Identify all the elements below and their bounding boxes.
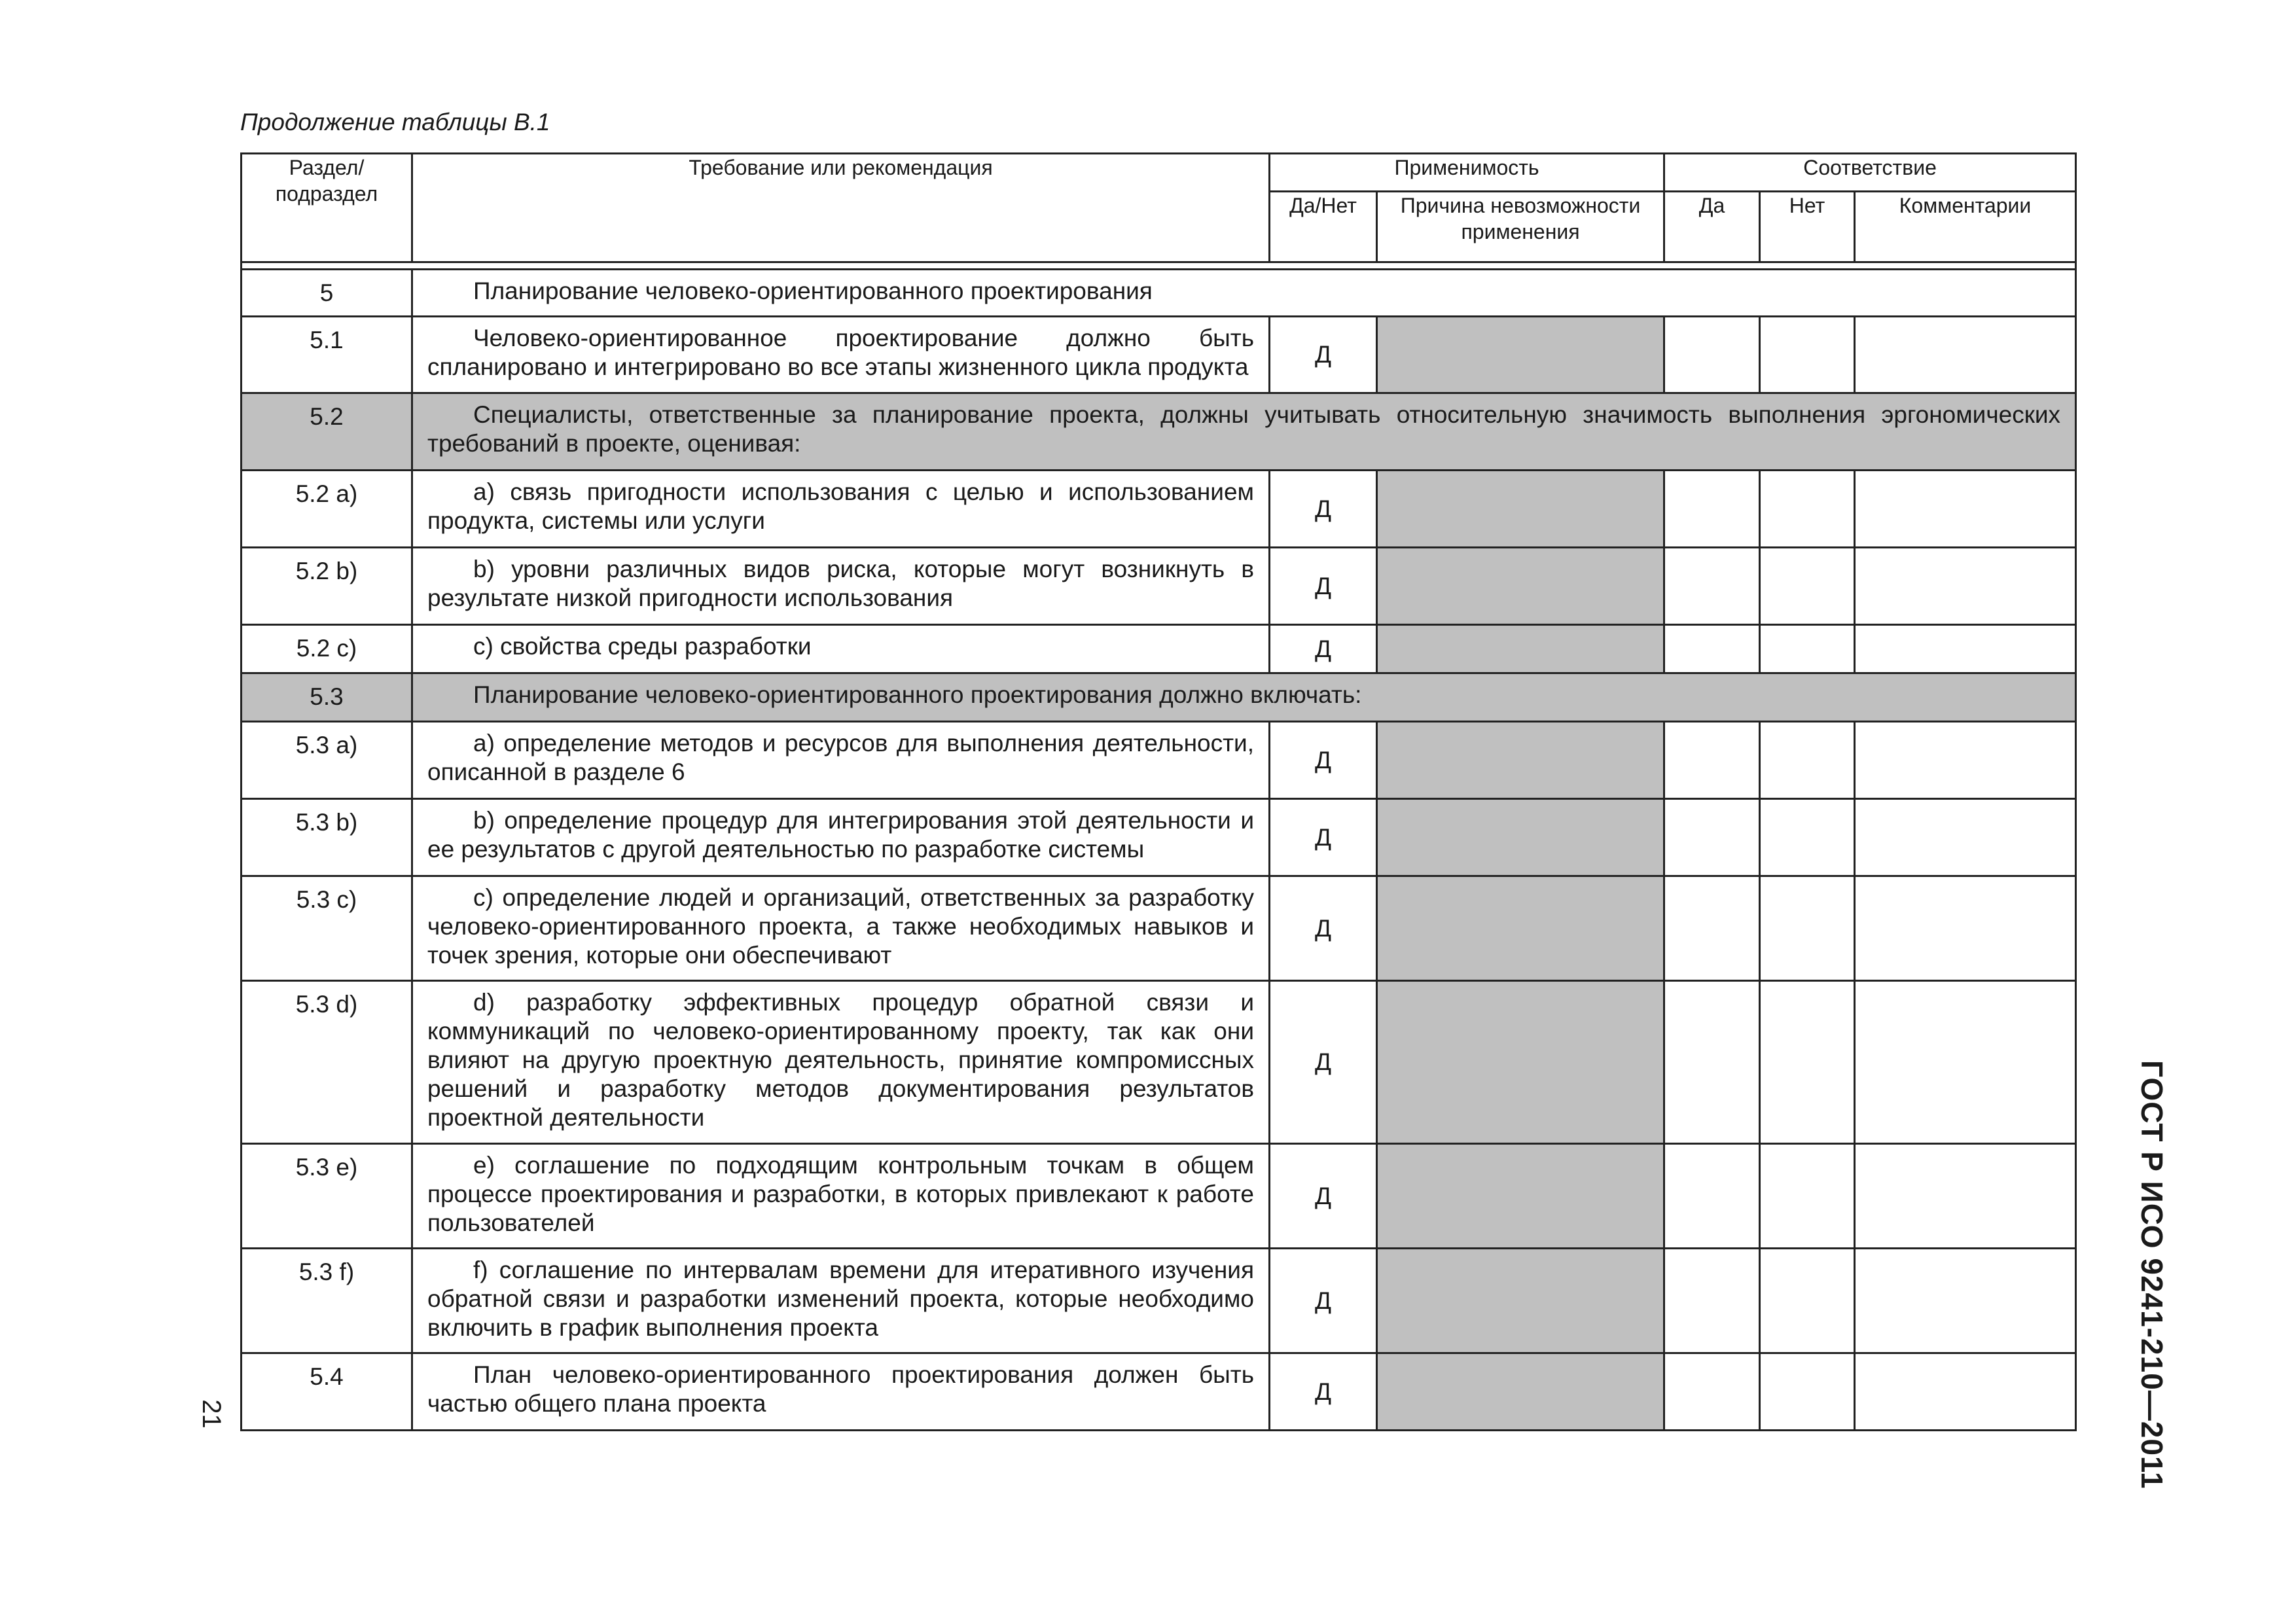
- table-row: [242, 317, 2076, 393]
- table-row: [242, 270, 2076, 317]
- row-text: c) определение людей и организаций, ответственных за разработку человеко-ориентированного проекта, а также необходимых навыков и точек зрения, которые они обеспечивают: [412, 876, 1270, 981]
- row-number: 5.3 b): [242, 799, 412, 876]
- row-yes-no: Д: [1270, 799, 1377, 876]
- row-number: 5.3: [242, 673, 412, 722]
- col-header-comments: Комментарии: [1855, 192, 2076, 262]
- row-no-cell: [1760, 1144, 1855, 1249]
- document-standard-title: ГОСТ Р ИСО 9241-210—2011: [2135, 1060, 2169, 1489]
- row-reason-cell: [1377, 876, 1664, 981]
- row-number: 5: [242, 270, 412, 317]
- row-number: 5.3 a): [242, 722, 412, 799]
- row-yes-cell: [1664, 799, 1760, 876]
- row-yes-no: Д: [1270, 1249, 1377, 1353]
- row-yes-no: Д: [1270, 981, 1377, 1144]
- row-text: Планирование человеко-ориентированного проектирования должно включать:: [412, 673, 2076, 722]
- row-comment-cell: [1855, 1249, 2076, 1353]
- row-no-cell: [1760, 548, 1855, 625]
- row-text: f) соглашение по интервалам времени для итеративного изучения обратной связи и разработки изменений проекта, которые необходимо включить в график выполнения проекта: [412, 1249, 1270, 1353]
- row-number: 5.3 e): [242, 1144, 412, 1249]
- table-row: [242, 1144, 2076, 1249]
- row-text: b) определение процедур для интегрирования этой деятельности и ее результатов с другой деятельностью по разработке системы: [412, 799, 1270, 876]
- row-yes-cell: [1664, 317, 1760, 393]
- table-row: [242, 625, 2076, 673]
- table-row: [242, 799, 2076, 876]
- row-yes-no: Д: [1270, 317, 1377, 393]
- row-yes-cell: [1664, 471, 1760, 548]
- row-text: d) разработку эффективных процедур обратной связи и коммуникаций по человеко-ориентированному проекту, так как они влияют на другую проектную деятельность, принятие компромиссных решений и разработку методов документирования результатов проектной деятельности: [412, 981, 1270, 1144]
- table-row-group: [242, 393, 2076, 471]
- row-text: c) свойства среды разработки: [412, 625, 1270, 673]
- row-yes-cell: [1664, 1353, 1760, 1431]
- row-no-cell: [1760, 981, 1855, 1144]
- row-reason-cell: [1377, 1144, 1664, 1249]
- table-row: [242, 981, 2076, 1144]
- row-comment-cell: [1855, 625, 2076, 673]
- row-yes-cell: [1664, 1144, 1760, 1249]
- row-reason-cell: [1377, 722, 1664, 799]
- row-reason-cell: [1377, 799, 1664, 876]
- table-row: [242, 722, 2076, 799]
- table-row: [242, 471, 2076, 548]
- col-header-applicability: Применимость: [1270, 154, 1664, 192]
- row-comment-cell: [1855, 1353, 2076, 1431]
- row-no-cell: [1760, 625, 1855, 673]
- row-number: 5.2: [242, 393, 412, 471]
- table-row: [242, 1353, 2076, 1431]
- row-no-cell: [1760, 317, 1855, 393]
- col-header-no: Нет: [1760, 192, 1855, 262]
- table-row: [242, 1249, 2076, 1353]
- row-text: a) связь пригодности использования с целью и использованием продукта, системы или услуги: [412, 471, 1270, 548]
- table-row: [242, 876, 2076, 981]
- row-yes-cell: [1664, 722, 1760, 799]
- row-yes-no: Д: [1270, 471, 1377, 548]
- table-row: [242, 548, 2076, 625]
- row-reason-cell: [1377, 548, 1664, 625]
- row-no-cell: [1760, 471, 1855, 548]
- row-comment-cell: [1855, 548, 2076, 625]
- row-comment-cell: [1855, 799, 2076, 876]
- row-no-cell: [1760, 1249, 1855, 1353]
- row-comment-cell: [1855, 1144, 2076, 1249]
- table-row-group: [242, 673, 2076, 722]
- row-comment-cell: [1855, 317, 2076, 393]
- row-reason-cell: [1377, 1249, 1664, 1353]
- row-reason-cell: [1377, 471, 1664, 548]
- table-caption: Продолжение таблицы В.1: [240, 109, 550, 135]
- row-text: b) уровни различных видов риска, которые могут возникнуть в результате низкой пригодности использования: [412, 548, 1270, 625]
- row-yes-no: Д: [1270, 625, 1377, 673]
- row-text: e) соглашение по подходящим контрольным точкам в общем процессе проектирования и разработки, в которых привлекают к работе пользователей: [412, 1144, 1270, 1249]
- col-header-yes-no: Да/Нет: [1270, 192, 1377, 262]
- row-yes-no: Д: [1270, 1144, 1377, 1249]
- row-no-cell: [1760, 1353, 1855, 1431]
- row-reason-cell: [1377, 1353, 1664, 1431]
- row-yes-no: Д: [1270, 1353, 1377, 1431]
- row-yes-cell: [1664, 548, 1760, 625]
- row-comment-cell: [1855, 876, 2076, 981]
- row-yes-cell: [1664, 1249, 1760, 1353]
- row-comment-cell: [1855, 981, 2076, 1144]
- row-yes-no: Д: [1270, 548, 1377, 625]
- row-number: 5.2 c): [242, 625, 412, 673]
- col-header-section: Раздел/ подраздел: [242, 154, 412, 262]
- col-header-compliance: Соответствие: [1664, 154, 2076, 192]
- row-reason-cell: [1377, 625, 1664, 673]
- row-text: Специалисты, ответственные за планирование проекта, должны учитывать относительную значимость выполнения эргономических требований в проекте, оценивая:: [412, 393, 2076, 471]
- row-text: Планирование человеко-ориентированного проектирования: [412, 270, 2076, 317]
- col-header-yes: Да: [1664, 192, 1760, 262]
- row-yes-cell: [1664, 981, 1760, 1144]
- row-no-cell: [1760, 799, 1855, 876]
- row-text: План человеко-ориентированного проектирования должен быть частью общего плана проекта: [412, 1353, 1270, 1431]
- row-number: 5.2 b): [242, 548, 412, 625]
- row-no-cell: [1760, 722, 1855, 799]
- row-yes-no: Д: [1270, 722, 1377, 799]
- row-reason-cell: [1377, 317, 1664, 393]
- row-yes-no: Д: [1270, 876, 1377, 981]
- row-number: 5.4: [242, 1353, 412, 1431]
- row-comment-cell: [1855, 471, 2076, 548]
- row-number: 5.3 f): [242, 1249, 412, 1353]
- row-reason-cell: [1377, 981, 1664, 1144]
- col-header-requirement: Требование или рекомендация: [412, 154, 1270, 262]
- page-number: 21: [196, 1399, 226, 1429]
- row-comment-cell: [1855, 722, 2076, 799]
- col-header-reason: Причина невозможности применения: [1377, 192, 1664, 262]
- row-text: Человеко-ориентированное проектирование должно быть спланировано и интегрировано во все этапы жизненного цикла продукта: [412, 317, 1270, 393]
- requirements-table: [240, 152, 2077, 1431]
- row-yes-cell: [1664, 876, 1760, 981]
- row-number: 5.2 a): [242, 471, 412, 548]
- row-number: 5.3 c): [242, 876, 412, 981]
- row-text: a) определение методов и ресурсов для выполнения деятельности, описанной в разделе 6: [412, 722, 1270, 799]
- row-yes-cell: [1664, 625, 1760, 673]
- row-number: 5.1: [242, 317, 412, 393]
- row-number: 5.3 d): [242, 981, 412, 1144]
- header-separator: [242, 262, 2076, 270]
- row-no-cell: [1760, 876, 1855, 981]
